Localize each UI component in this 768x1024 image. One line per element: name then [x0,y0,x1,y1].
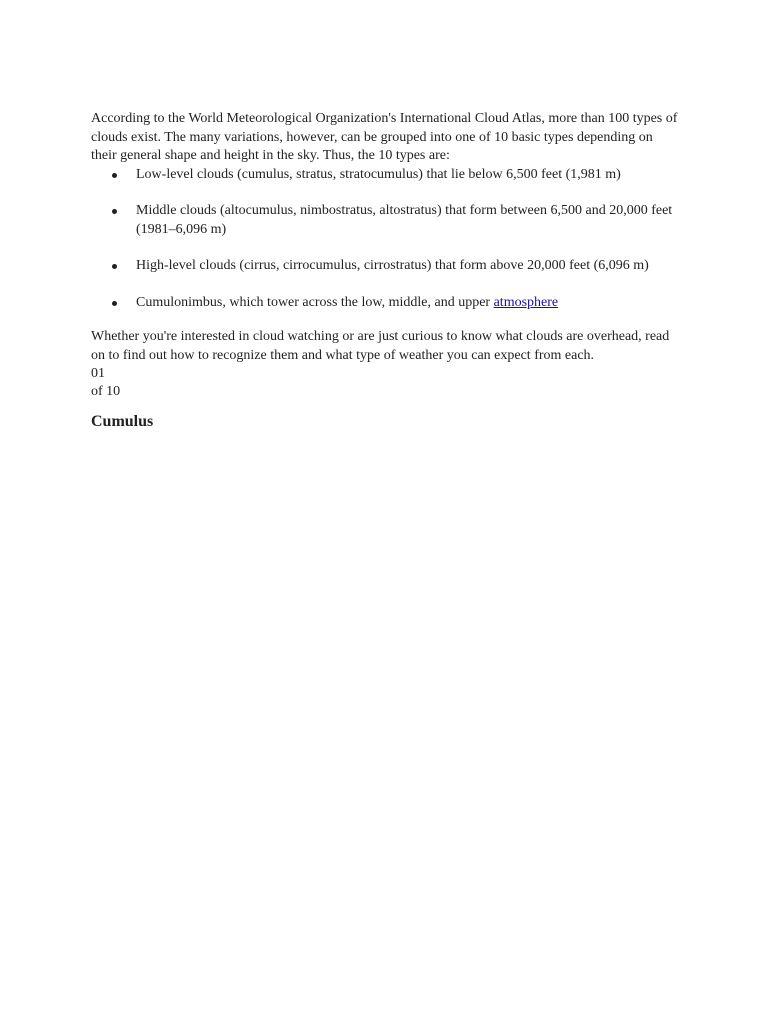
slide-counter [91,365,681,401]
list-item-text: Middle clouds (altocumulus, nimbostratus, altostratus) that form between 6,500 and 20,000 feet (1981–6,096 m) [136,203,673,237]
list-item-low-level [136,166,681,185]
article-body [91,110,681,433]
list-item-cumulonimbus [136,294,681,313]
section-title: Cumulus [91,413,154,430]
bullet-icon [112,209,117,214]
counter-current: 01 [91,366,105,381]
outro-paragraph: Whether you're interested in cloud watching or are just curious to know what clouds are overhead, read on to find out how to recognize them and what type of weather you can expect from each. [91,329,670,363]
intro-paragraph: According to the World Meteorological Organization's International Cloud Atlas, more than 100 types of clouds exist. The many variations, however, can be grouped into one of 10 basic types depending on their general shape and height in the sky. Thus, the 10 types are: [91,111,678,163]
list-item-middle [136,202,681,239]
bullet-icon [112,264,117,269]
list-item-text: Low-level clouds (cumulus, stratus, stratocumulus) that lie below 6,500 feet (1,981 m) [136,166,621,182]
list-item-high-level [136,257,681,276]
bullet-icon [112,301,117,306]
cloud-types-list [91,166,681,313]
list-item-text: Cumulonimbus, which tower across the low, middle, and upper [136,294,494,310]
bullet-icon [112,173,117,178]
list-item-text: High-level clouds (cirrus, cirrocumulus, cirrostratus) that form above 20,000 feet (6,096 m) [136,258,649,273]
counter-total: of 10 [91,384,121,399]
atmosphere-link[interactable]: atmosphere [493,294,559,310]
